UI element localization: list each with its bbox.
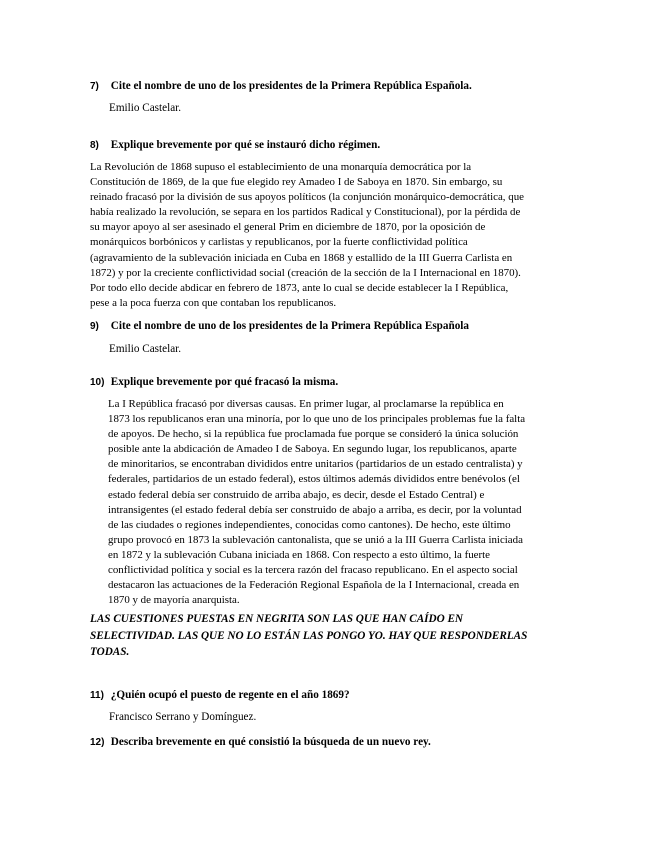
- selectividad-note: [90, 611, 527, 661]
- question-11: [90, 689, 350, 701]
- paragraph-line: Por todo ello decide abdicar en febrero de 1873, ante lo cual se decide establecer la I República,: [90, 281, 509, 294]
- answer-11: Francisco Serrano y Domínguez.: [109, 711, 257, 723]
- paragraph-line: estado federal debía ser construido de arriba abajo, es decir, desde el Estado Central) e: [108, 488, 485, 501]
- paragraph-line: grupo provocó en 1873 la sublevación cantonalista, que se unió a la III Guerra Carlista iniciada: [108, 533, 523, 546]
- question-text: Explique brevemente por qué fracasó la misma.: [110, 376, 339, 388]
- paragraph-line: 1872) y por la creciente conflictividad social (creación de la sección de la I Internacional en 1870).: [90, 266, 521, 279]
- paragraph-line: monárquicos borbónicos y carlistas y republicanos, por la fuerte conflictividad política: [90, 236, 468, 249]
- paragraph-line: federales, partidarios de un estado federal), estos últimos además divididos entre benévolos (el: [108, 473, 520, 486]
- question-number: 11): [90, 690, 104, 701]
- paragraph-line: reinado fracasó por la división de sus apoyos políticos (la conjunción monárquico-democrática, que: [90, 191, 524, 204]
- question-text: ¿Quién ocupó el puesto de regente en el año 1869?: [110, 689, 350, 701]
- paragraph-line: de apoyos. De hecho, si la república fue proclamada fue porque se consideró la única solución: [108, 428, 519, 441]
- note-line: TODAS.: [90, 646, 130, 658]
- paragraph-line: destacaron las actuaciones de la Federación Regional Española de la I Internacional, creada en: [108, 579, 520, 592]
- question-number: 7): [90, 81, 99, 92]
- answer-7: Emilio Castelar.: [109, 102, 182, 114]
- paragraph-line: La Revolución de 1868 supuso el establecimiento de una monarquía democrática por la: [90, 161, 472, 173]
- paragraph-line: 1873 los republicanos eran una minoría, por lo que uno de los principales problemas fue la falta: [108, 413, 526, 426]
- note-line: SELECTIVIDAD. LAS QUE NO LO ESTÁN LAS PONGO YO. HAY QUE RESPONDERLAS: [90, 629, 528, 642]
- paragraph-line: había realizado la revolución, se separa en los partidos Radical y Constitucional), por la pérdida de: [90, 206, 521, 219]
- question-7: [90, 80, 472, 92]
- answer-9: Emilio Castelar.: [109, 343, 182, 355]
- question-8: [90, 139, 380, 151]
- question-12: [90, 736, 431, 748]
- answer-10-paragraph: [108, 397, 525, 608]
- question-number: 8): [90, 140, 99, 151]
- question-number: 9): [90, 321, 99, 332]
- question-10: [90, 376, 338, 388]
- question-9: [90, 320, 469, 332]
- paragraph-line: Constitución de 1869, de la que fue elegido rey Amadeo I de Saboya en 1870. Sin embargo, su: [90, 176, 503, 189]
- question-text: Cite el nombre de uno de los presidentes de la Primera República Española.: [110, 80, 472, 92]
- paragraph-line: La I República fracasó por diversas causas. En primer lugar, al proclamarse la república en: [108, 398, 504, 410]
- paragraph-line: de minoritarios, se encontraban divididos entre unitarios (partidarios de un estado centralista) y: [108, 458, 523, 471]
- paragraph-line: en 1872 y la sublevación Cubana iniciada en 1868. Con respecto a esto último, la fuerte: [108, 548, 490, 561]
- question-number: 12): [90, 737, 105, 748]
- note-line: LAS CUESTIONES PUESTAS EN NEGRITA SON LAS QUE HAN CAÍDO EN: [90, 613, 464, 625]
- paragraph-line: su mayor apoyo al ser asesinado el general Prim en diciembre de 1870, por la oposición de: [90, 221, 486, 234]
- paragraph-line: intransigentes (el estado federal debía ser construido de abajo a arriba, es decir, por la voluntad: [108, 503, 522, 516]
- question-text: Cite el nombre de uno de los presidentes de la Primera República Española: [110, 320, 470, 332]
- paragraph-line: de las ciudades o regiones independientes, conocidas como cantones). De hecho, este último: [108, 518, 511, 531]
- paragraph-line: (agravamiento de la sublevación iniciada en Cuba en 1868 y estallido de la III Guerra Carlista en: [90, 251, 513, 264]
- paragraph-line: conflictividad política y social es la tercera razón del fracaso republicano. En el aspecto social: [108, 564, 518, 577]
- paragraph-line: posible ante la abdicación de Amadeo I de Saboya. En segundo lugar, los republicanos, aparte: [108, 443, 517, 456]
- answer-8-paragraph: [90, 160, 524, 311]
- paragraph-line: 1870 y de mayoría anarquista.: [108, 594, 240, 607]
- question-text: Describa brevemente en qué consistió la búsqueda de un nuevo rey.: [110, 736, 431, 748]
- question-text: Explique brevemente por qué se instauró dicho régimen.: [110, 139, 381, 151]
- paragraph-line: pese a la poca fuerza con que contaban los republicanos.: [90, 296, 337, 309]
- question-number: 10): [90, 377, 105, 388]
